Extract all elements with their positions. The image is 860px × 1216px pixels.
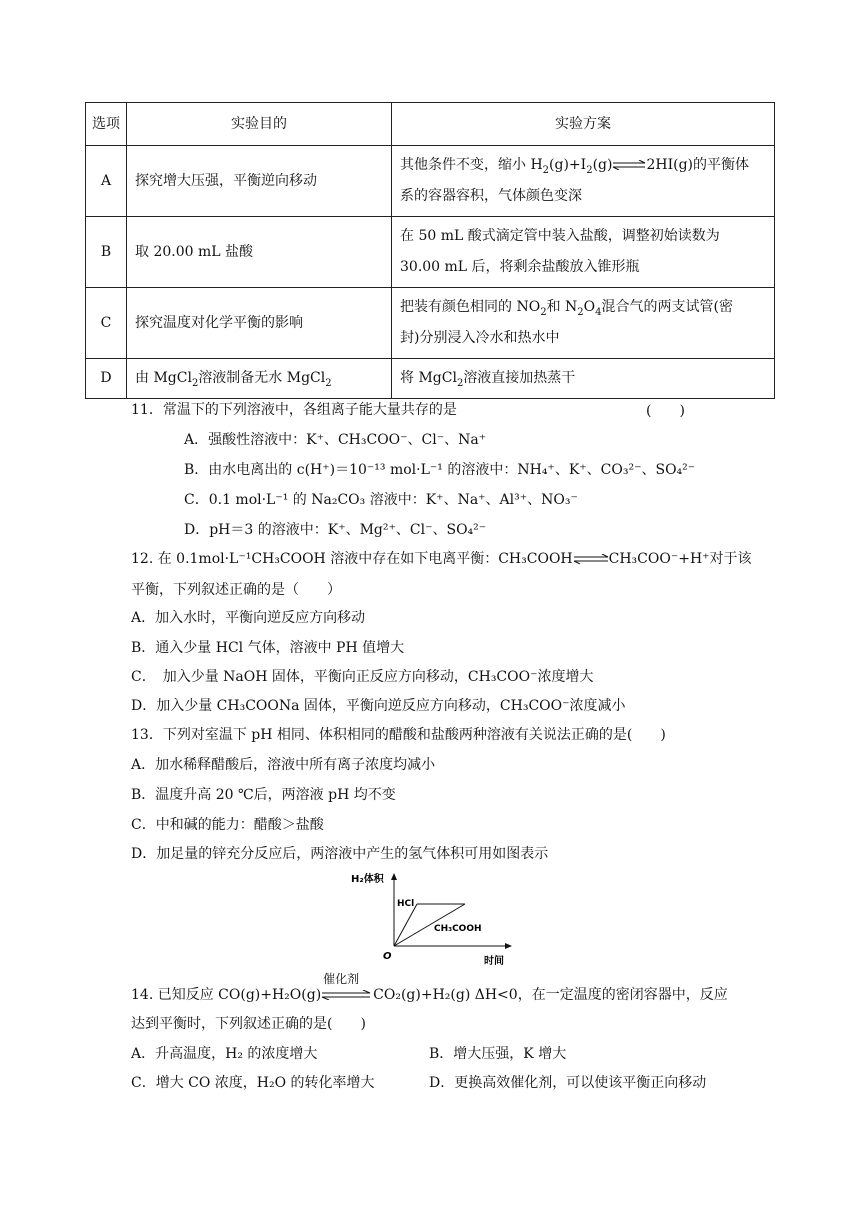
row-plan: 把装有颜色相同的 $NO_2$和 $N_2O_4$混合气的两支试管(密 封)分别浸入冷水和热水中	[392, 288, 775, 359]
experiment-table	[85, 102, 775, 399]
fig-x-arrow-icon	[505, 943, 512, 949]
q12-option-a: A．加入水时，平衡向逆反应方向移动	[131, 610, 366, 626]
fig-origin: O	[383, 951, 392, 962]
q12-option-b: B．通入少量 HCl 气体，溶液中 PH 值增大	[131, 640, 405, 656]
q14-option-a: A．升高温度，H₂ 的浓度增大	[131, 1046, 318, 1062]
q14-option-c: C．增大 CO 浓度，H₂O 的转化率增大	[131, 1075, 375, 1091]
fig-ylabel: H₂体积	[351, 874, 384, 885]
q11-stem: 11．常温下的下列溶液中，各组离子能大量共存的是	[131, 402, 457, 418]
fig-label-hcl: HCl	[397, 899, 415, 909]
row-plan: 在 50 mL 酸式滴定管中装入盐酸，调整初始读数为 30.00 mL 后，将剩余盐酸放入锥形瓶	[392, 217, 775, 288]
row-purpose: 探究温度对化学平衡的影响	[127, 288, 392, 359]
q11-option-d: D．pH＝3 的溶液中：K⁺、Mg²⁺、Cl⁻、SO₄²⁻	[184, 522, 487, 538]
table-row	[86, 146, 775, 217]
row-plan: 其他条件不变，缩小 $H_2(g)+I_2(g)$ 2HI(g)的平衡体 系的容器容积，气体颜色变深	[392, 146, 775, 217]
row-option: D	[86, 359, 127, 399]
row-purpose: 由 MgCl$_2$溶液制备无水 MgCl$_2$	[127, 359, 392, 399]
row-option: C	[86, 288, 127, 359]
row-purpose: 探究增大压强，平衡逆向移动	[127, 146, 392, 217]
q13-option-d: D．加足量的锌充分反应后，两溶液中产生的氢气体积可用如图表示	[131, 846, 549, 862]
table-row	[86, 288, 775, 359]
q11-option-b: B．由水电离出的 c(H⁺)＝10⁻¹³ mol·L⁻¹ 的溶液中：NH₄⁺、K⁺、CO₃²⁻、SO₄²⁻	[184, 462, 696, 478]
q14-stem-line2: 达到平衡时，下列叙述正确的是( )	[131, 1016, 366, 1032]
q12-stem: 12. 在 0.1mol·L⁻¹CH₃COOH 溶液中存在如下电离平衡：CH₃COOH CH₃COO⁻+H⁺对于该	[131, 551, 752, 567]
q12-option-c: C． 加入少量 NaOH 固体，平衡向正反应方向移动，CH₃COO⁻浓度增大	[131, 669, 594, 685]
hydrogen-volume-figure	[343, 870, 523, 965]
q12-option-d: D．加入少量 CH₃COONa 固体，平衡向逆反应方向移动，CH₃COO⁻浓度减小	[131, 698, 626, 714]
q13-option-a: A．加水稀释醋酸后，溶液中所有离子浓度均减小	[131, 757, 436, 773]
equilibrium-arrow-icon	[321, 990, 371, 1000]
q13-stem: 13．下列对室温下 pH 相同、体积相同的醋酸和盐酸两种溶液有关说法正确的是( )	[131, 727, 666, 743]
row-option: A	[86, 146, 127, 217]
q11-option-c: C．0.1 mol·L⁻¹ 的 Na₂CO₃ 溶液中：K⁺、Na⁺、Al³⁺、NO₃⁻	[184, 492, 578, 508]
header-plan: 实验方案	[392, 103, 775, 146]
catalyst-label: 催化剂	[323, 972, 360, 986]
table-row	[86, 217, 775, 288]
header-purpose: 实验目的	[127, 103, 392, 146]
table-row	[86, 359, 775, 399]
q13-option-b: B．温度升高 20 ℃后，两溶液 pH 均不变	[131, 787, 396, 803]
q14-option-d: D．更换高效催化剂，可以使该平衡正向移动	[429, 1075, 707, 1091]
row-purpose: 取 20.00 mL 盐酸	[127, 217, 392, 288]
fig-xlabel: 时间	[484, 956, 504, 965]
equilibrium-arrow-icon	[612, 160, 646, 170]
q14-option-b: B．增大压强，K 增大	[429, 1046, 567, 1062]
q13-option-c: C．中和碱的能力：醋酸＞盐酸	[131, 817, 324, 833]
header-option: 选项	[86, 103, 127, 146]
q11-answer-paren: ( )	[646, 403, 685, 419]
q11-option-a: A．强酸性溶液中：K⁺、CH₃COO⁻、Cl⁻、Na⁺	[184, 432, 487, 448]
q12-stem-line2: 平衡，下列叙述正确的是（ ）	[131, 582, 341, 598]
catalyst-arrow	[321, 972, 373, 1005]
table-header-row	[86, 103, 775, 146]
equilibrium-arrow-icon	[573, 554, 609, 564]
fig-y-arrow-icon	[391, 873, 397, 880]
q14-stem: 14. 已知反应 CO(g)+H₂O(g) 催化剂 CO₂(g)+H₂(g) ΔH<0，在一定温度的密闭容器中，反应	[131, 985, 728, 1005]
row-plan: 将 MgCl$_2$溶液直接加热蒸干	[392, 359, 775, 399]
row-option: B	[86, 217, 127, 288]
fig-label-ch3cooh: CH₃COOH	[434, 924, 482, 934]
